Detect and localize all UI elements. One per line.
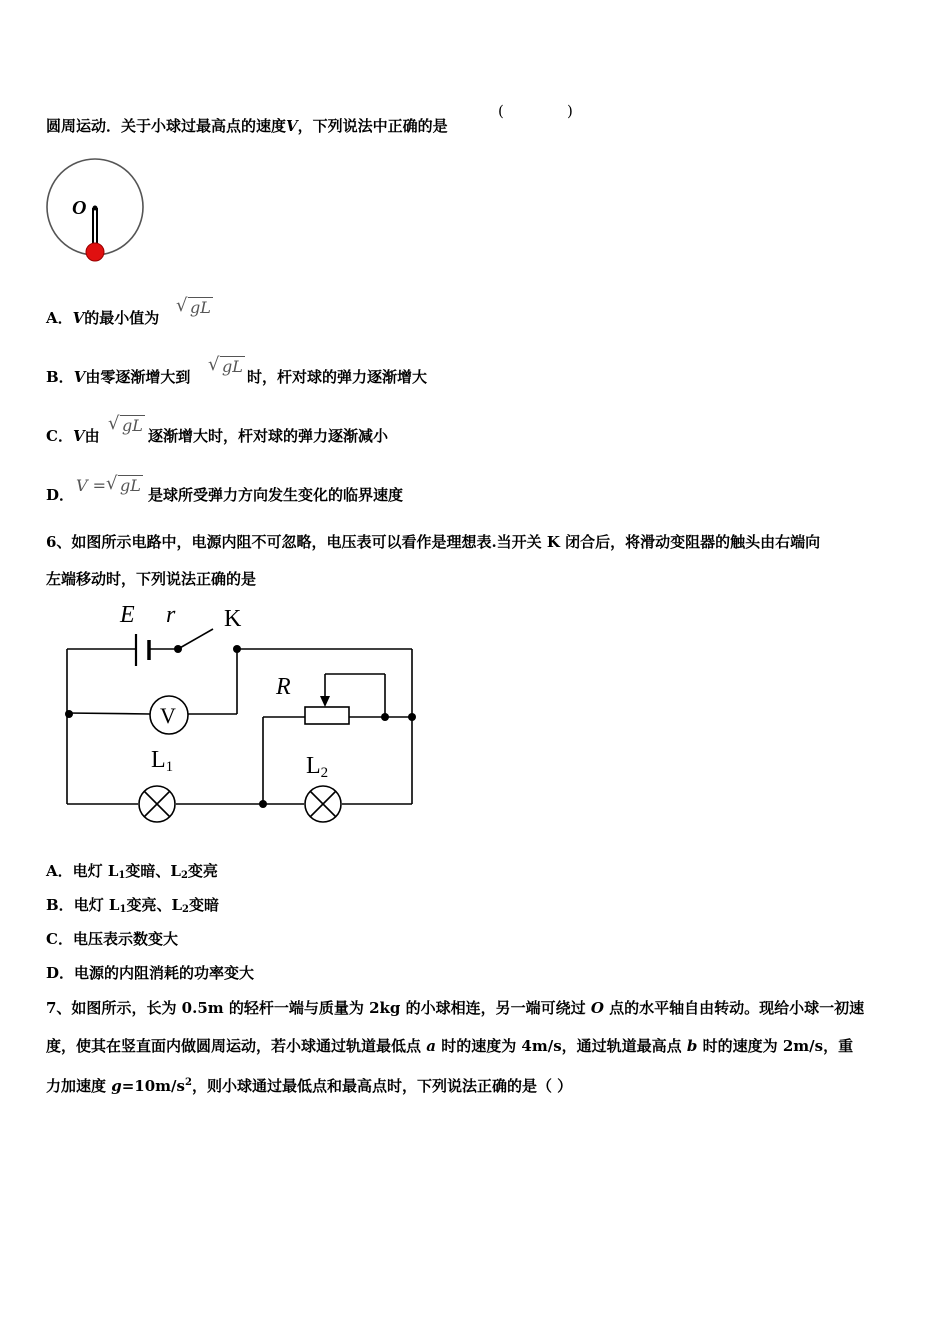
q5-option-d-math: V =√ gL — [76, 476, 143, 495]
voltmeter-label: V — [160, 703, 176, 728]
q5-option-a: A．V的最小值为 — [46, 309, 160, 327]
answer-paren-close: ) — [567, 102, 573, 120]
var-v: V — [286, 117, 298, 135]
slider-arrow — [320, 696, 330, 707]
circuit-diagram — [50, 596, 430, 836]
label-r-internal: r — [166, 602, 176, 628]
label-k: K — [224, 606, 242, 632]
q5-option-d-text: 是球所受弹力方向发生变化的临界速度 — [148, 486, 404, 504]
rheostat — [305, 707, 349, 724]
label-l1: L1 — [151, 747, 174, 775]
q5-stem: 圆周运动．关于小球过最高点的速度V，下列说法中正确的是 — [46, 117, 448, 135]
q6-option-c: C．电压表示数变大 — [46, 930, 178, 948]
pivot-label-o: O — [72, 197, 87, 219]
q6-stem-line1: 6、如图所示电路中，电源内阻不可忽略，电压表可以看作是理想表.当开关 K 闭合后，将滑动变阻器的触头由右端向 — [46, 533, 821, 551]
answer-paren-open: ( — [498, 102, 504, 120]
q5-option-d-label: D． — [46, 486, 75, 504]
q5-option-b-sqrt: √ gL — [208, 357, 245, 376]
q6-option-d: D．电源的内阻消耗的功率变大 — [46, 964, 255, 982]
q5-circle-figure — [42, 156, 148, 266]
q5-option-b-end: 时，杆对球的弹力逐渐增大 — [247, 368, 428, 386]
q7-stem-line1: 7、如图所示，长为 0.5m 的轻杆一端与质量为 2kg 的小球相连，另一端可绕过 O 点的水平轴自由转动。现给小球一初速 — [46, 999, 865, 1017]
label-e: E — [120, 602, 135, 628]
label-l2: L2 — [306, 753, 329, 781]
q5-option-c-sqrt: √ gL — [108, 416, 145, 435]
ball — [86, 243, 104, 261]
q6-option-b: B．电灯 $L_1$变亮、$L_2$变暗 — [46, 896, 219, 915]
q5-option-a-sqrt: √ gL — [176, 298, 213, 317]
q5-option-c-end: 逐渐增大时，杆对球的弹力逐渐减小 — [148, 427, 389, 445]
q7-stem-line2: 度，使其在竖直面内做圆周运动，若小球通过轨道最低点 a 时的速度为 4m/s，通过轨道最高点 b 时的速度为 2m/s，重 — [46, 1037, 854, 1055]
q6-option-a: A．电灯 $L_1$变暗、$L_2$变亮 — [46, 862, 218, 881]
label-r-rheostat: R — [276, 674, 291, 700]
q7-stem-line3: 力加速度 $g=10m/s^2$，则小球通过最低点和最高点时，下列说法正确的是（ ） — [46, 1077, 573, 1095]
junction-dots — [65, 645, 416, 808]
q5-option-c: C．V由 — [46, 427, 100, 445]
lamp-l1 — [139, 786, 175, 822]
q5-option-b: B．V由零逐渐增大到 — [46, 368, 191, 386]
q6-stem-line2: 左端移动时，下列说法正确的是 — [46, 570, 257, 588]
lamp-l2 — [305, 786, 341, 822]
